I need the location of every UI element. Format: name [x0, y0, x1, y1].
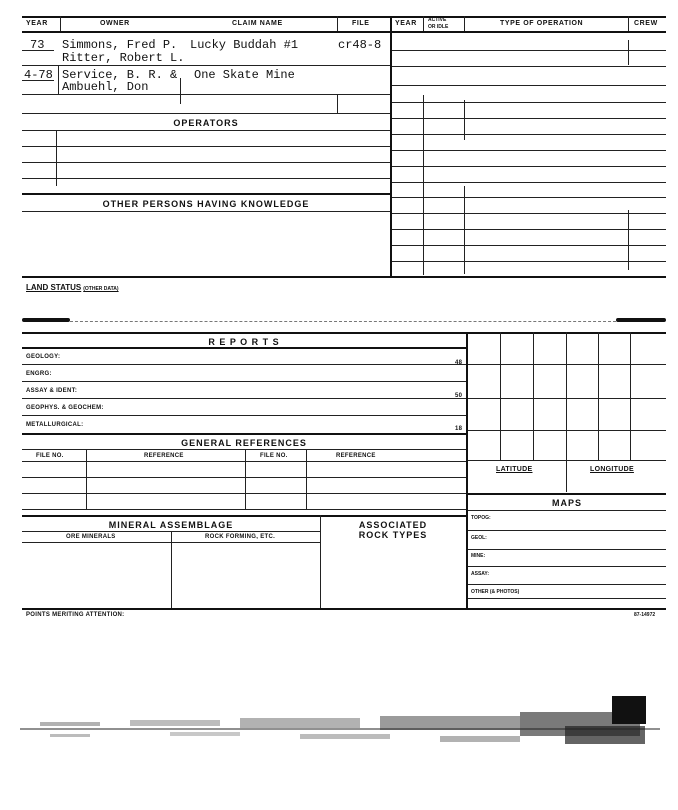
land-status-label: LAND STATUS	[26, 283, 82, 292]
header-active: ACTIVE	[428, 17, 447, 23]
row4-owner: Ambuehl, Don	[62, 80, 149, 94]
scan-smear-left	[22, 318, 70, 322]
maps-geol: GEOL:	[471, 535, 487, 541]
maps-topog: TOPOG:	[471, 515, 491, 521]
row1-year: 73	[30, 38, 45, 52]
maps-assay: ASSAY:	[471, 571, 490, 577]
report-geology-num: 48	[455, 360, 463, 366]
scan-noise-band	[20, 690, 660, 770]
gen-ref-reference-2: REFERENCE	[336, 453, 376, 459]
report-engrg-label: ENGRG:	[26, 371, 52, 377]
other-persons-title: OTHER PERSONS HAVING KNOWLEDGE	[102, 199, 310, 209]
maps-mine: MINE:	[471, 553, 486, 559]
points-meriting-attention: POINTS MERITING ATTENTION:	[26, 612, 125, 618]
header-owner: OWNER	[100, 20, 130, 27]
row2-owner: Ritter, Robert L.	[62, 51, 185, 65]
report-assay-num: 50	[455, 393, 463, 399]
header-type-of-operation: TYPE OF OPERATION	[500, 20, 584, 27]
general-references-title: GENERAL REFERENCES	[181, 438, 307, 448]
report-geophys-label: GEOPHYS. & GEOCHEM:	[26, 405, 104, 411]
gen-ref-file-no-2: FILE NO.	[260, 453, 288, 459]
header-file: FILE	[352, 20, 370, 27]
mineral-assemblage-title: MINERAL ASSEMBLAGE	[108, 520, 234, 530]
row3-year: 4-78	[24, 68, 53, 82]
associated-rock-types-2: ROCK TYPES	[358, 530, 428, 540]
associated-rock-types-1: ASSOCIATED	[358, 520, 428, 530]
header-year: YEAR	[26, 20, 48, 27]
report-metallurgical-num: 18	[455, 426, 463, 432]
report-assay-label: ASSAY & IDENT:	[26, 388, 78, 394]
ore-minerals-header: ORE MINERALS	[66, 534, 116, 540]
row3-claim: One Skate Mine	[194, 68, 295, 82]
rock-forming-header: ROCK FORMING, ETC.	[205, 534, 276, 540]
gen-ref-file-no-1: FILE NO.	[36, 453, 64, 459]
scan-smear-right	[616, 318, 666, 322]
report-metallurgical-label: METALLURGICAL:	[26, 422, 84, 428]
maps-title: MAPS	[551, 498, 582, 508]
land-status	[26, 283, 119, 292]
row1-claim: Lucky Buddah #1	[190, 38, 299, 52]
scan-black-square	[612, 696, 646, 724]
operators-title: OPERATORS	[173, 118, 239, 128]
header-year-right: YEAR	[395, 20, 417, 27]
form-number: 87-14972	[634, 612, 656, 618]
report-geology-label: GEOLOGY:	[26, 354, 61, 360]
header-or-idle: OR IDLE	[428, 24, 449, 30]
land-status-sub: (OTHER DATA)	[83, 286, 119, 292]
reports-title: R E P O R T S	[208, 337, 280, 347]
longitude-label: LONGITUDE	[590, 466, 634, 473]
gen-ref-reference-1: REFERENCE	[144, 453, 184, 459]
row1-owner: Simmons, Fred P.	[62, 38, 178, 52]
latitude-label: LATITUDE	[496, 466, 533, 473]
header-claim-name: CLAIM NAME	[232, 20, 283, 27]
row1-file: cr48-8	[338, 38, 382, 52]
header-crew: CREW	[634, 20, 658, 27]
row3-owner: Service, B. R. &	[62, 68, 178, 82]
maps-other: OTHER (& PHOTOS)	[471, 589, 520, 595]
